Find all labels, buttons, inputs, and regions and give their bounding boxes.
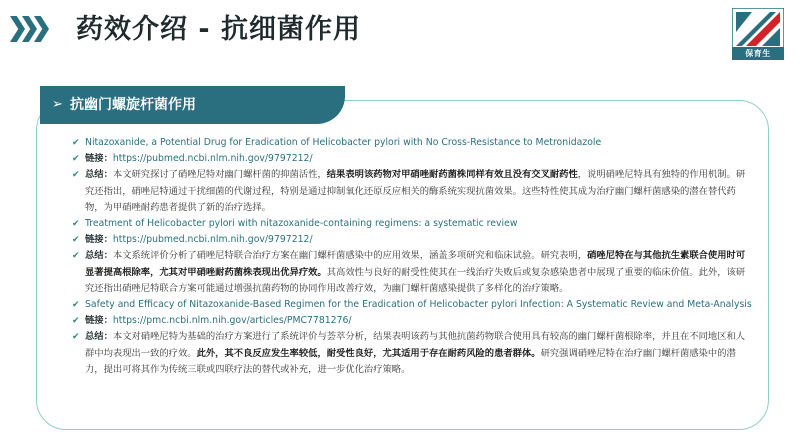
reference-summary-item <box>72 248 752 297</box>
reference-title-item <box>72 297 752 313</box>
reference-link-item <box>72 232 752 248</box>
check-icon: ✔ <box>72 332 80 343</box>
reference-summary-item <box>72 329 752 378</box>
summary-text: ，说明硝唑尼特具有独特的作用机制。研究还指出，硝唑尼特通过干扰细菌的代谢过程，特别是通过抑制氧化还原反应相关的酶系统实现抗菌效果。这些特性使其成为治疗幽门螺杆菌感染的潜在替代药物，为甲硝唑耐药患者提供了新的治疗选择。 <box>85 169 746 213</box>
reference-link-item <box>72 151 752 167</box>
reference-link[interactable]: https://pubmed.ncbi.nlm.nih.gov/9797212/ <box>112 153 313 165</box>
check-icon: ✔ <box>72 316 80 327</box>
check-icon: ✔ <box>72 219 80 230</box>
link-label: 链接： <box>85 234 113 246</box>
check-icon: ✔ <box>72 138 80 148</box>
summary-text: 本文系统评价分析了硝唑尼特联合治疗方案在幽门螺杆菌感染中的应用效果，涵盖多项研究和临床试验。研究表明， <box>112 250 588 262</box>
check-icon: ✔ <box>72 300 80 311</box>
reference-title-item <box>72 135 752 151</box>
check-icon: ✔ <box>72 170 80 181</box>
summary-label: 总结： <box>85 331 113 343</box>
reference-title-item <box>72 216 752 232</box>
link-label: 链接： <box>85 315 113 327</box>
arrow-right-icon: ➢ <box>52 97 63 112</box>
check-icon: ✔ <box>72 251 80 262</box>
company-logo <box>732 8 784 60</box>
reference-link-item <box>72 313 752 329</box>
reference-list <box>72 135 752 378</box>
reference-summary-item <box>72 167 752 216</box>
reference-title[interactable]: Safety and Efficacy of Nitazoxanide-Based Regimen for the Eradication of Helicobacter pylori Infection: A Systematic Review and Meta-Analysis <box>85 299 752 311</box>
summary-text: 本文对硝唑尼特为基础的治疗方案进行了系统评价与荟萃分析，结果表明该药与其他抗菌药物联合使用具有较高的幽门螺杆菌根除率，并且在不同地区和人群中均表现出一致的疗效。 <box>85 331 746 359</box>
summary-label: 总结： <box>85 169 113 181</box>
link-label: 链接： <box>85 153 113 165</box>
reference-link[interactable]: https://pmc.ncbi.nlm.nih.gov/articles/PMC7781276/ <box>112 315 352 327</box>
section-title-tab <box>40 86 345 124</box>
summary-label: 总结： <box>85 250 113 262</box>
reference-link[interactable]: https://pubmed.ncbi.nlm.nih.gov/9797212/ <box>112 234 313 246</box>
summary-highlight: 此外，其不良反应发生率较低，耐受性良好，尤其适用于存在耐药风险的患者群体。 <box>196 347 541 359</box>
summary-text: 研究强调硝唑尼特在治疗幽门螺杆菌感染中的潜力，提出可将其作为传统三联或四联疗法的替代或补充，进一步优化治疗策略。 <box>85 347 736 375</box>
header-chevrons-icon <box>10 16 46 42</box>
logo-text: 保育生 <box>732 47 784 60</box>
section-title: 抗幽门螺旋杆菌作用 <box>70 97 196 113</box>
check-icon: ✔ <box>72 154 80 165</box>
reference-title[interactable]: Treatment of Helicobacter pylori with nitazoxanide-containing regimens: a systematic review <box>85 218 518 230</box>
summary-highlight: 硝唑尼特在与其他抗生素联合使用时可显著提高根除率，尤其对甲硝唑耐药菌株表现出优异疗效。 <box>85 250 746 278</box>
summary-text: 其高效性与良好的耐受性使其在一线治疗失败后或复杂感染患者中展现了重要的临床价值。此外，该研究还指出硝唑尼特联合方案可能通过增强抗菌药物的协同作用改善疗效，为幽门螺杆菌感染提供了多样化的治疗策略。 <box>85 266 746 294</box>
summary-text: 本文研究探讨了硝唑尼特对幽门螺杆菌的抑菌活性， <box>112 169 327 181</box>
summary-highlight: 结果表明该药物对甲硝唑耐药菌株同样有效且没有交叉耐药性 <box>326 169 578 181</box>
page-title: 药效介绍 - 抗细菌作用 <box>76 14 362 45</box>
reference-title[interactable]: Nitazoxanide, a Potential Drug for Eradication of Helicobacter pylori with No Cross-Resistance to Metronidazole <box>85 137 602 148</box>
check-icon: ✔ <box>72 235 80 246</box>
